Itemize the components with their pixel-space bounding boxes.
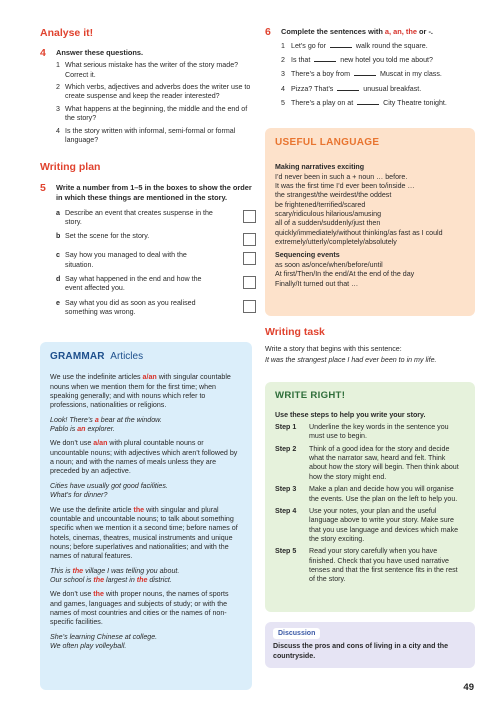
item-text-start: There’s a play on at bbox=[291, 98, 356, 107]
item-text: Which verbs, adjectives and adverbs does the writer use to create suspense and keep the reader interested? bbox=[65, 83, 251, 101]
grammar-example-4: What’s for dinner? bbox=[50, 491, 108, 500]
step-label: Step 1 bbox=[275, 423, 297, 432]
question-4-number: 4 bbox=[40, 46, 46, 59]
plan-item bbox=[56, 251, 256, 270]
grammar-example-7: She’s learning Chinese at college. bbox=[50, 632, 158, 641]
item-number: 5 bbox=[281, 98, 285, 107]
item-text: Is the story written with informal, semi-formal or formal language? bbox=[65, 126, 236, 144]
writing-task-title: Writing task bbox=[265, 326, 325, 338]
grammar-example-5: This is the village I was telling you about. bbox=[50, 566, 180, 575]
item-number: 4 bbox=[56, 126, 60, 135]
write-right-steps bbox=[275, 423, 465, 585]
answer-blank[interactable] bbox=[330, 47, 352, 48]
plan-item-letter: e bbox=[56, 298, 60, 307]
complete-item bbox=[281, 42, 475, 51]
grammar-rule-2: We don’t use a/an with plural countable nouns or uncountable nouns; with adjectives which aren’t followed by a noun; and with the names of meals unless they are preceded by an adjective. bbox=[50, 439, 238, 476]
useful-lines-2 bbox=[275, 261, 465, 289]
plan-item-text: Set the scene for the story. bbox=[65, 232, 150, 241]
item-number: 1 bbox=[281, 41, 285, 50]
answer-box[interactable] bbox=[243, 276, 256, 289]
plan-item-letter: d bbox=[56, 275, 61, 284]
useful-language-title: USEFUL LANGUAGE bbox=[275, 137, 380, 148]
item-text bbox=[291, 42, 428, 51]
item-text-end: City Theatre tonight. bbox=[381, 98, 447, 107]
plan-item bbox=[56, 232, 256, 246]
question-4-item bbox=[56, 83, 256, 102]
write-right-lead: Use these steps to help you write your story. bbox=[275, 410, 426, 419]
item-text bbox=[291, 99, 447, 108]
complete-item bbox=[281, 70, 475, 79]
step-text: Make a plan and decide how you will organise the events. Use the plan on the left to help you. bbox=[309, 485, 458, 503]
answer-box[interactable] bbox=[243, 210, 256, 223]
write-right-step bbox=[275, 507, 465, 544]
complete-item bbox=[281, 85, 475, 94]
item-text-end: walk round the square. bbox=[353, 41, 428, 50]
write-right-box bbox=[265, 382, 475, 612]
item-text-start: There’s a boy from bbox=[291, 70, 352, 79]
grammar-rule-1: We use the indefinite articles a/an with singular countable nouns when we mention them for the first time; when speaking generally; and with nouns which refer to professions, nationalities or religions. bbox=[50, 373, 231, 410]
plan-item-letter: c bbox=[56, 251, 60, 260]
plan-item bbox=[56, 275, 256, 294]
writing-task-line-1: Write a story that begins with this sentence: bbox=[265, 344, 402, 353]
answer-blank[interactable] bbox=[337, 90, 359, 91]
complete-item bbox=[281, 99, 475, 108]
step-text: Use your notes, your plan and the useful language above to write your story. Make sure that you use language and devices which make the story exciting. bbox=[309, 506, 459, 543]
grammar-rule-3: We use the definite article the with singular and plural countable and uncountable nouns; to talk about something specific when we mention it a second time; before names of hotels, cinemas, theatres, musical instruments and unique nouns; before superlatives and nationalities; and with the names of natural features. bbox=[50, 505, 238, 561]
answer-box[interactable] bbox=[243, 252, 256, 265]
item-number: 2 bbox=[56, 83, 60, 92]
grammar-title: GRAMMAR bbox=[50, 351, 105, 362]
grammar-example-3: Cities have usually got good facilities. bbox=[50, 481, 168, 490]
item-number: 1 bbox=[56, 61, 60, 70]
useful-line: as soon as/once/when/before/until bbox=[275, 260, 383, 269]
plan-item-text: Say what happened in the end and how the event affected you. bbox=[65, 275, 202, 293]
step-label: Step 3 bbox=[275, 485, 297, 494]
item-text: What happens at the beginning, the middle and the end of the story? bbox=[65, 104, 248, 123]
step-text: Underline the key words in the sentence you must use to begin. bbox=[309, 423, 449, 441]
write-right-step bbox=[275, 485, 465, 504]
grammar-header bbox=[50, 350, 242, 363]
question-5-text: Write a number from 1–5 in the boxes to show the order in which these things are mentioned in the story. bbox=[56, 183, 252, 202]
grammar-box bbox=[40, 342, 252, 690]
question-4-item bbox=[56, 61, 256, 80]
grammar-example-1: Look! There’s a bear at the window. bbox=[50, 415, 162, 424]
useful-line: scary/ridiculous hilarious/amusing bbox=[275, 209, 382, 218]
plan-item bbox=[56, 299, 256, 318]
discussion-box bbox=[265, 622, 475, 668]
plan-item-text: Say what you did as soon as you realised something was wrong. bbox=[65, 298, 196, 317]
question-6 bbox=[265, 27, 475, 38]
grammar-example-6: Our school is the largest in the district. bbox=[50, 576, 172, 585]
item-text-end: unusual breakfast. bbox=[361, 84, 422, 93]
item-text bbox=[291, 85, 421, 94]
complete-item bbox=[281, 56, 475, 65]
useful-line: It was the first time I’d ever been to/inside … bbox=[275, 181, 415, 190]
step-text: Think of a good idea for the story and decide what the narrator saw, heard and felt. Think about how the story will begin. Then think about how the story might end. bbox=[309, 444, 459, 481]
useful-sub-2: Sequencing events bbox=[275, 251, 340, 260]
writing-plan-title: Writing plan bbox=[40, 161, 101, 174]
question-4-item bbox=[56, 127, 256, 146]
useful-line: At first/Then/In the end/At the end of the day bbox=[275, 270, 415, 279]
question-6-text: Complete the sentences with a, an, the or -. bbox=[281, 27, 433, 36]
useful-language-box bbox=[265, 128, 475, 316]
useful-line: Finally/It turned out that … bbox=[275, 279, 359, 288]
question-5 bbox=[40, 183, 256, 203]
useful-line: all of a sudden/suddenly/just then bbox=[275, 219, 381, 228]
question-5-number: 5 bbox=[40, 182, 46, 195]
question-6-number: 6 bbox=[265, 26, 271, 38]
item-text bbox=[291, 56, 433, 65]
complete-list bbox=[281, 42, 475, 109]
item-number: 2 bbox=[281, 55, 285, 64]
answer-blank[interactable] bbox=[357, 104, 379, 105]
useful-line: be frightened/terrified/scared bbox=[275, 200, 366, 209]
item-text: What serious mistake has the writer of the story made? Correct it. bbox=[65, 61, 239, 79]
write-right-step bbox=[275, 547, 465, 584]
page-number: 49 bbox=[463, 682, 474, 693]
item-number: 3 bbox=[56, 104, 60, 113]
writing-task-line-2: It was the strangest place I had ever been to in my life. bbox=[265, 356, 437, 365]
answer-box[interactable] bbox=[243, 233, 256, 246]
question-4 bbox=[40, 48, 256, 59]
useful-sub-1: Making narratives exciting bbox=[275, 163, 365, 172]
item-number: 3 bbox=[281, 70, 285, 79]
question-4-text: Answer these questions. bbox=[56, 47, 144, 57]
item-text-end: new hotel you told me about? bbox=[338, 55, 433, 64]
step-text: Read your story carefully when you have finished. Check that you have used narrative tenses and that the first sentence fits in the rest of the story. bbox=[309, 547, 458, 584]
write-right-title: WRITE RIGHT! bbox=[275, 390, 346, 401]
discussion-question: Discuss the pros and cons of living in a city and the countryside. bbox=[273, 642, 449, 660]
useful-line: quickly/immediately/without thinking/as fast as I could bbox=[275, 228, 443, 237]
right-column bbox=[265, 0, 475, 113]
discussion-tag: Discussion bbox=[273, 628, 320, 639]
useful-line: the strangest/the weirdest/the oddest bbox=[275, 191, 392, 200]
step-label: Step 2 bbox=[275, 444, 297, 453]
item-text-start: Is that bbox=[291, 55, 313, 64]
item-text-end: Muscat in my class. bbox=[377, 70, 442, 79]
plan-item-text: Describe an event that creates suspense in the story. bbox=[65, 208, 213, 226]
item-text-start: Let’s go for bbox=[291, 41, 328, 50]
write-right-step bbox=[275, 423, 465, 442]
grammar-subtitle: Articles bbox=[110, 351, 144, 362]
plan-item-letter: a bbox=[56, 208, 60, 217]
write-right-step bbox=[275, 445, 465, 482]
useful-line: extremely/utterly/completely/absolutely bbox=[275, 238, 397, 247]
grammar-rule-4: We don’t use the with proper nouns, the names of sports and games, languages and subjects of study; or with the names of most countries and cities or the names of non-specific facilities. bbox=[50, 590, 229, 627]
item-text bbox=[291, 70, 442, 79]
item-number: 4 bbox=[281, 84, 285, 93]
question-4-item bbox=[56, 105, 256, 124]
answer-blank[interactable] bbox=[314, 61, 336, 62]
useful-lines-1 bbox=[275, 173, 465, 248]
item-text-start: Pizza? That’s bbox=[291, 84, 336, 93]
plan-list bbox=[56, 209, 256, 318]
grammar-example-2: Pablo is an explorer. bbox=[50, 424, 115, 433]
step-label: Step 4 bbox=[275, 506, 297, 515]
step-label: Step 5 bbox=[275, 547, 297, 556]
useful-line: I’d never been in such a + noun … before. bbox=[275, 172, 408, 181]
left-column bbox=[40, 0, 256, 323]
answer-box[interactable] bbox=[243, 300, 256, 313]
plan-item bbox=[56, 209, 256, 228]
analyse-title: Analyse it! bbox=[40, 27, 94, 39]
plan-item-letter: b bbox=[56, 232, 61, 241]
answer-blank[interactable] bbox=[354, 75, 376, 76]
grammar-example-8: We often play volleyball. bbox=[50, 642, 127, 651]
plan-item-text: Say how you managed to deal with the situation. bbox=[65, 251, 187, 269]
writing-task bbox=[265, 326, 475, 366]
question-4-list bbox=[56, 61, 256, 145]
